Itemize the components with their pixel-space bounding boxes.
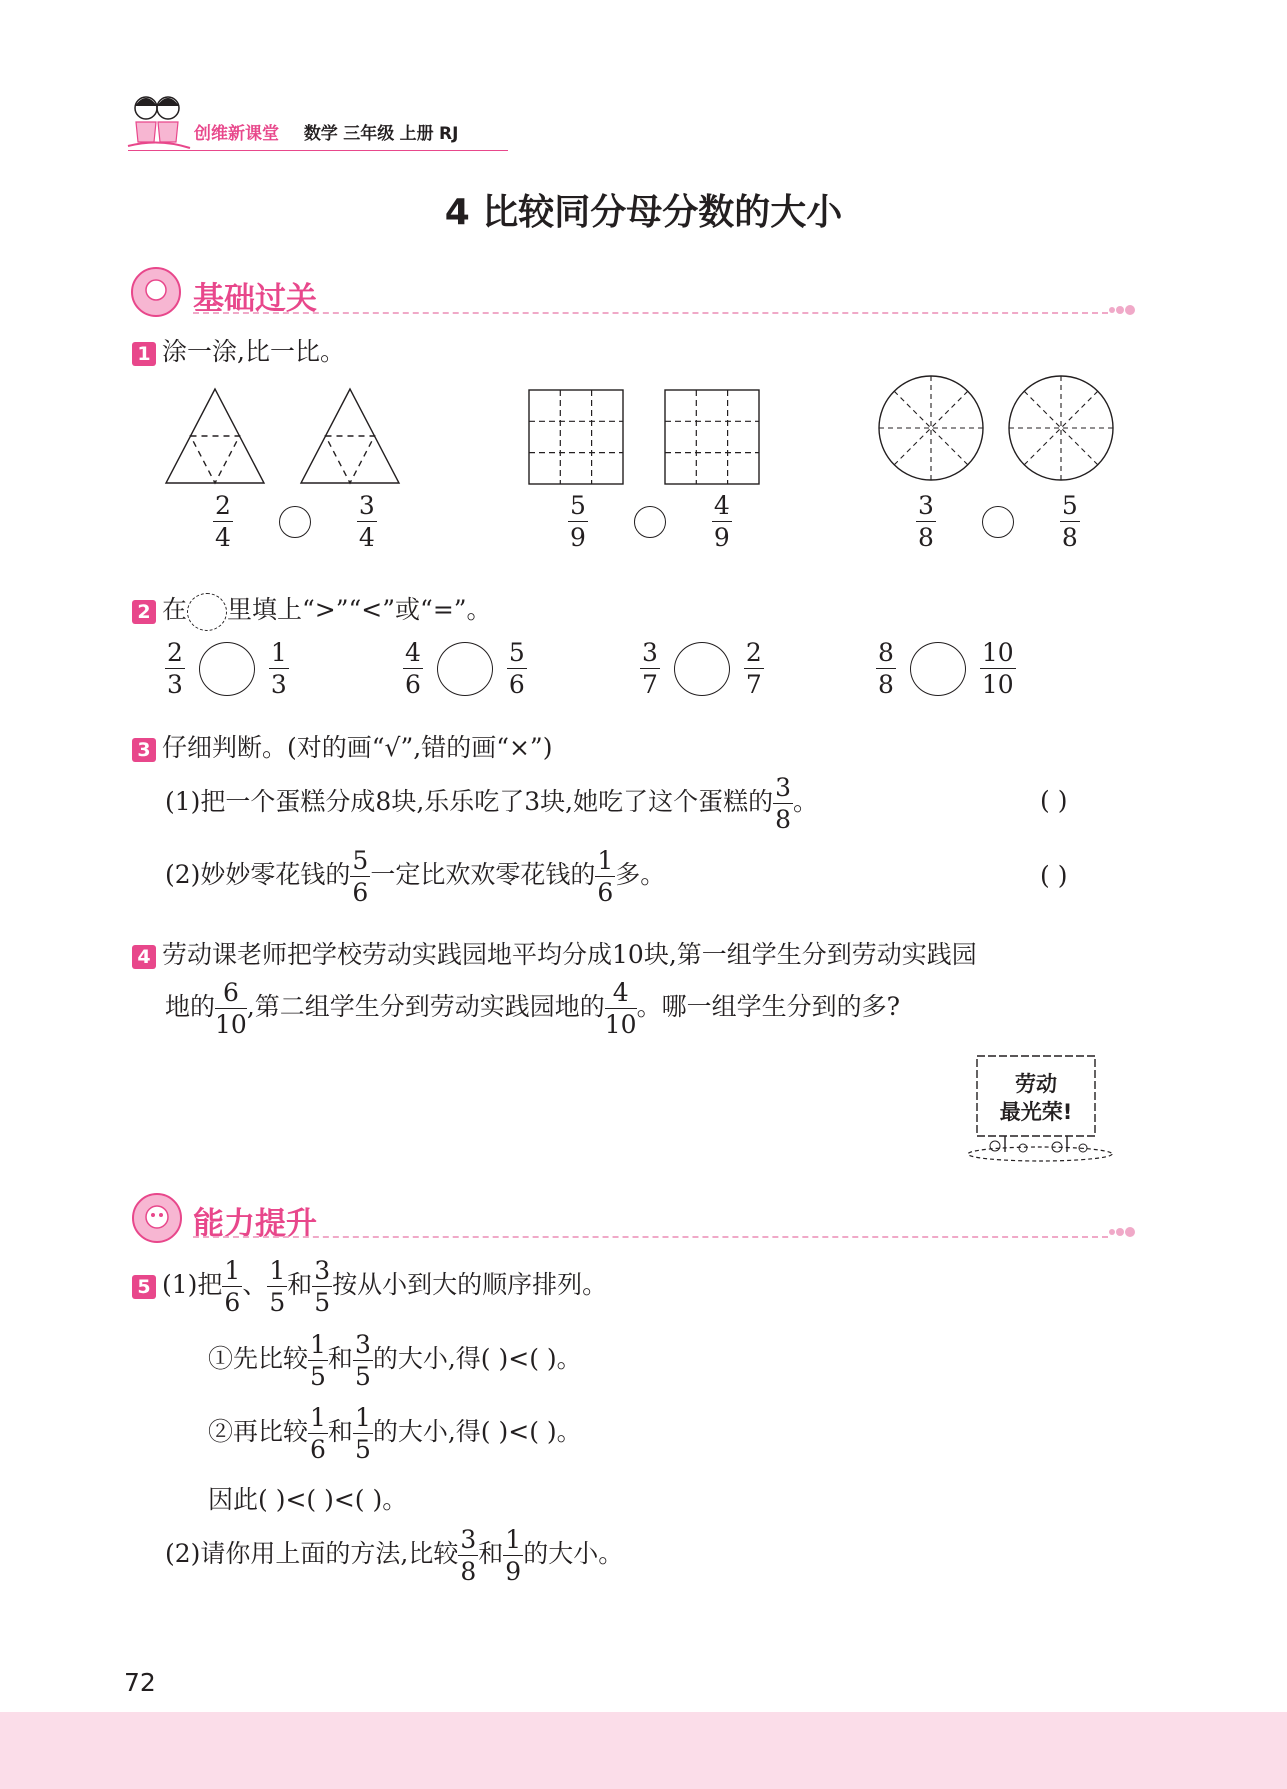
q5-s1-f2-den: 5: [354, 1362, 371, 1391]
q2-p4-a-den: 8: [878, 670, 894, 699]
header-grade: 三年级: [343, 124, 395, 144]
q1-prompt: 涂一涂,比一比。: [162, 337, 345, 366]
q5-s2-and: 和: [327, 1417, 353, 1446]
q1-pair-1: [213, 493, 377, 550]
q1-p2-b-den: 9: [713, 523, 730, 552]
q5-f1-den: 6: [224, 1288, 241, 1317]
q2-p4-answer-circle[interactable]: [910, 642, 966, 696]
section-basic-dots: [1106, 300, 1136, 324]
q3-item1-end: 。: [793, 787, 819, 816]
q5-p2-and: 和: [478, 1539, 504, 1568]
q2-p3-a-num: 3: [642, 638, 658, 667]
q4-frac-a-den: 10: [215, 1010, 247, 1039]
q2-p1-b-num: 1: [270, 638, 287, 667]
q2-p3-a-den: 7: [642, 670, 658, 699]
q4-text-b: ,第二组学生分到劳动实践园地的: [246, 992, 605, 1021]
q3-item1-frac-den: 8: [775, 805, 792, 834]
q1-pair-2: [568, 493, 732, 550]
q2-pair-4: [876, 640, 1016, 697]
header-underline: [128, 150, 508, 151]
q4-frac-b-num: 4: [605, 980, 637, 1009]
q5-s2-f2-num: 1: [354, 1403, 371, 1432]
q2-p2-b-num: 5: [508, 638, 525, 667]
q5-p2-f2-num: 1: [505, 1525, 522, 1554]
q2-sample-circle: [187, 593, 227, 631]
section-advanced-title: 能力提升: [193, 1206, 317, 1242]
q5-part1-line: [132, 1258, 607, 1315]
q1-pair-3: [916, 493, 1080, 550]
q5-s2-a: ②再比较: [208, 1417, 309, 1446]
q2-p3-b-den: 7: [745, 670, 762, 699]
q5-p1-a: (1)把: [162, 1270, 223, 1299]
q5-s2-f1-den: 6: [310, 1435, 326, 1464]
q3-item2-end: 多。: [615, 860, 666, 889]
q2-p3-b-num: 2: [745, 638, 762, 667]
q3-item2-text-a: (2)妙妙零花钱的: [165, 860, 351, 889]
q5-f2-den: 5: [269, 1288, 286, 1317]
q2-prompt-line: [132, 590, 492, 631]
header-edition: RJ: [439, 124, 459, 144]
q2-p2-a-den: 6: [405, 670, 421, 699]
q3-item2-frac-b-num: 1: [597, 846, 614, 875]
q1-p3-a-den: 8: [918, 523, 934, 552]
q5-f2-num: 1: [269, 1256, 286, 1285]
q4-frac-b-den: 10: [604, 1010, 637, 1039]
q1-p3-b-num: 5: [1061, 491, 1078, 520]
q5-s1-and: 和: [327, 1344, 353, 1373]
q3-prompt-line: [132, 728, 552, 764]
q2-p3-answer-circle[interactable]: [674, 642, 730, 696]
q5-p2-f1-den: 8: [460, 1557, 477, 1586]
q5-s1-f1-num: 1: [310, 1330, 326, 1359]
header-mascot: [124, 88, 194, 152]
header-brand: 创维新课堂: [194, 124, 279, 144]
q3-item1-frac-num: 3: [775, 773, 792, 802]
q2-pair-3: [640, 640, 764, 697]
q4-text-c: 。哪一组学生分到的多?: [636, 992, 900, 1021]
q5-s2-b[interactable]: 的大小,得( )<( )。: [372, 1417, 582, 1446]
q2-p1-answer-circle[interactable]: [199, 642, 255, 696]
q5-f3-num: 3: [314, 1256, 331, 1285]
q4-frac-a-num: 6: [215, 980, 247, 1009]
q2-pair-1: [165, 640, 289, 697]
bottom-band: [0, 1712, 1287, 1789]
q1-grids: [527, 388, 767, 486]
q2-pair-2: [403, 640, 527, 697]
q1-p1-a-num: 2: [215, 491, 231, 520]
q2-p1-a-den: 3: [167, 670, 183, 699]
q5-number: 5: [132, 1275, 156, 1299]
q5-s2-f1-num: 1: [310, 1403, 326, 1432]
labor-sign-line2: 最光荣!: [999, 1100, 1073, 1124]
q2-p4-b-num: 10: [981, 638, 1014, 667]
q5-sep1: 、: [242, 1270, 268, 1299]
q5-s1-f1-den: 5: [310, 1362, 326, 1391]
q2-p2-a-num: 4: [405, 638, 421, 667]
q5-step2: [208, 1405, 582, 1462]
section-basic-badge: [130, 266, 182, 318]
section-basic-title: 基础过关: [193, 281, 317, 317]
q2-prompt-before: 在: [162, 595, 188, 624]
q4-line-1: [132, 935, 977, 971]
header-line: [194, 119, 458, 144]
q4-text-a: 地的: [165, 992, 216, 1021]
section-advanced-rule: [193, 1236, 1108, 1238]
q5-p1-b: 和: [287, 1270, 313, 1299]
q3-item2-frac-a-num: 5: [352, 846, 369, 875]
q5-f3-den: 5: [314, 1288, 331, 1317]
header-volume: 上册: [399, 124, 434, 144]
q5-step1: [208, 1332, 582, 1389]
q1-p1-b-den: 4: [358, 523, 375, 552]
q5-f1-num: 1: [224, 1256, 241, 1285]
page-title: 4 比较同分母分数的大小: [444, 192, 843, 233]
q1-prompt-line: [132, 332, 345, 368]
q1-p3-b-den: 8: [1061, 523, 1078, 552]
q3-number: 3: [132, 738, 156, 762]
q3-item1-answer-paren[interactable]: ( ): [1040, 786, 1068, 815]
q5-s1-f2-num: 3: [354, 1330, 371, 1359]
q5-s1-b[interactable]: 的大小,得( )<( )。: [372, 1344, 582, 1373]
q5-p2-a: (2)请你用上面的方法,比较: [165, 1539, 459, 1568]
labor-sign: [965, 1052, 1115, 1164]
q4-number: 4: [132, 945, 156, 969]
q3-prompt: 仔细判断。(对的画“√”,错的画“×”): [162, 733, 553, 762]
q3-item-2: [165, 848, 665, 905]
section-basic-rule: [193, 312, 1108, 314]
q2-p2-answer-circle[interactable]: [437, 642, 493, 696]
q1-p1-compare-circle[interactable]: [279, 506, 311, 538]
q2-p1-b-den: 3: [270, 670, 287, 699]
q3-item1-text: (1)把一个蛋糕分成8块,乐乐吃了3块,她吃了这个蛋糕的: [165, 787, 774, 816]
q3-item2-answer-paren[interactable]: ( ): [1040, 861, 1068, 890]
q2-p2-b-den: 6: [508, 670, 525, 699]
q5-p2-b: 的大小。: [523, 1539, 624, 1568]
q3-item-1: [165, 775, 818, 832]
q1-triangles: [160, 385, 420, 485]
q2-p1-a-num: 2: [167, 638, 183, 667]
section-advanced-dots: [1106, 1222, 1136, 1246]
q2-number: 2: [132, 600, 156, 624]
q5-p1-c: 按从小到大的顺序排列。: [332, 1270, 608, 1299]
q1-number: 1: [132, 342, 156, 366]
q4-text-line1: 劳动课老师把学校劳动实践园地平均分成10块,第一组学生分到劳动实践园: [162, 940, 977, 969]
q3-item2-text-b: 一定比欢欢零花钱的: [370, 860, 596, 889]
q1-p3-compare-circle[interactable]: [982, 506, 1014, 538]
q3-item2-frac-a-den: 6: [352, 878, 369, 907]
q5-p2-f2-den: 9: [505, 1557, 522, 1586]
q1-p2-compare-circle[interactable]: [634, 506, 666, 538]
q4-line-2: [165, 980, 900, 1037]
q5-s1-a: ①先比较: [208, 1344, 309, 1373]
q1-p1-b-num: 3: [358, 491, 375, 520]
q1-p1-a-den: 4: [215, 523, 231, 552]
q5-s2-f2-den: 5: [354, 1435, 371, 1464]
page-number: 72: [124, 1668, 156, 1697]
section-advanced-badge: [130, 1192, 184, 1244]
q1-p3-a-num: 3: [918, 491, 934, 520]
q1-p2-a-num: 5: [570, 491, 586, 520]
q2-p4-b-den: 10: [981, 670, 1014, 699]
q5-step3[interactable]: 因此( )<( )<( )。: [208, 1485, 408, 1514]
q3-item2-frac-b-den: 6: [597, 878, 614, 907]
header-subject: 数学: [303, 124, 338, 144]
labor-sign-line1: 劳动: [1015, 1072, 1057, 1096]
q5-part2-line: [165, 1527, 623, 1584]
q5-p2-f1-num: 3: [460, 1525, 477, 1554]
q2-p4-a-num: 8: [878, 638, 894, 667]
q1-p2-b-num: 4: [713, 491, 730, 520]
q1-p2-a-den: 9: [570, 523, 586, 552]
q2-prompt-after: 里填上“>”“<”或“=”。: [227, 595, 492, 624]
q1-circles: [875, 373, 1120, 483]
